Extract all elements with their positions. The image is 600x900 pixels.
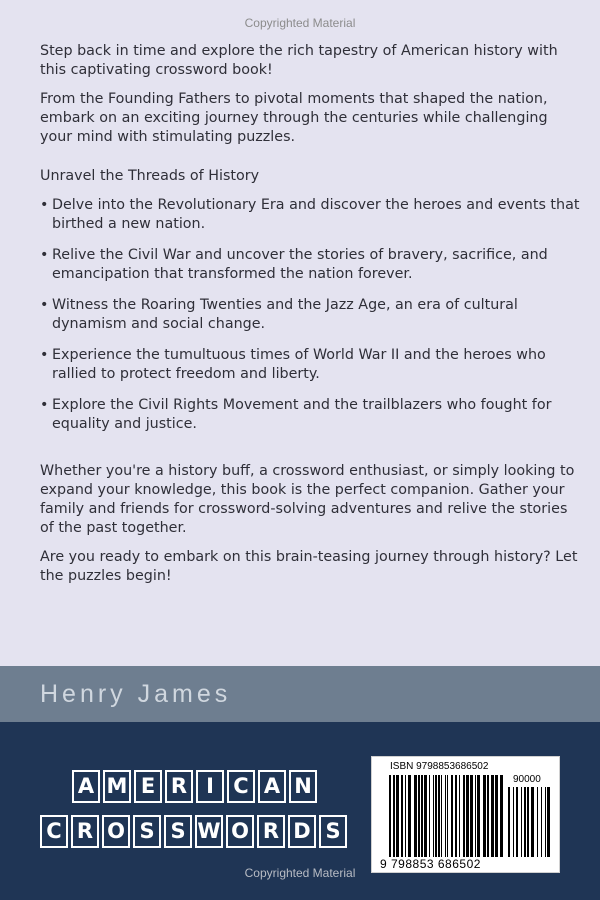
isbn-label: ISBN 9798853686502	[390, 761, 489, 772]
addon-number: 90000	[513, 774, 541, 785]
isbn-barcode	[371, 756, 560, 873]
title-letter-tile: A	[72, 770, 100, 803]
author-name: Henry James	[40, 680, 232, 708]
title-letter-tile: E	[134, 770, 162, 803]
barcode-bar	[508, 787, 510, 857]
bullet-item: • Relive the Civil War and uncover the stories of bravery, sacrifice, and emancipation that transformed the nation forever.	[40, 246, 580, 284]
barcode-bar	[524, 787, 526, 857]
barcode-bar	[491, 775, 494, 857]
addon-barcode-bars	[508, 787, 552, 869]
barcode-bar	[441, 775, 442, 857]
barcode-bar	[483, 775, 486, 857]
title-letter-tile: W	[195, 815, 223, 848]
bullet-item: • Delve into the Revolutionary Era and discover the heroes and events that birthed a new nation.	[40, 196, 580, 234]
bullet-item: • Experience the tumultuous times of World War II and the heroes who rallied to protect freedom and liberty.	[40, 346, 580, 384]
barcode-bar	[470, 775, 473, 857]
founding-paragraph: From the Founding Fathers to pivotal moments that shaped the nation, embark on an exciting journey through the centuries while challenging your mind with stimulating puzzles.	[40, 91, 548, 145]
barcode-bar	[396, 775, 399, 857]
isbn-digits: 9 798853 686502	[380, 857, 481, 871]
watermark-bottom: Copyrighted Material	[244, 866, 356, 880]
title-letter-tile: R	[257, 815, 285, 848]
barcode-bar	[405, 775, 406, 857]
barcode-bar	[463, 775, 465, 857]
barcode-bar	[516, 787, 518, 857]
barcode-bar	[455, 775, 457, 857]
intro-paragraph: Step back in time and explore the rich tapestry of American history with this captivating crossword book!	[40, 43, 558, 78]
barcode-bar	[421, 775, 423, 857]
bullet-list	[40, 196, 580, 434]
barcode-bar	[435, 775, 437, 857]
barcode-bar	[500, 775, 503, 857]
barcode-bar	[475, 775, 476, 857]
title-letter-tile: O	[102, 815, 130, 848]
title-letter-tile: S	[133, 815, 161, 848]
barcode-bars	[389, 775, 504, 857]
barcode-bar	[429, 775, 430, 857]
barcode-bar	[537, 787, 538, 857]
title-letter-tile: R	[71, 815, 99, 848]
bullet-item: • Witness the Roaring Twenties and the Jazz Age, an era of cultural dynamism and social change.	[40, 296, 580, 334]
title-letter-tile: I	[196, 770, 224, 803]
watermark-top: Copyrighted Material	[244, 16, 356, 30]
closing-paragraph: Are you ready to embark on this brain-teasing journey through history? Let the puzzles begin!	[40, 549, 578, 584]
barcode-bar	[438, 775, 440, 857]
barcode-bar	[451, 775, 453, 857]
bullet-item: • Explore the Civil Rights Movement and the trailblazers who fought for equality and justice.	[40, 396, 580, 434]
barcode-bar	[547, 787, 550, 857]
title-line-2	[40, 815, 347, 848]
barcode-bar	[414, 775, 417, 857]
title-letter-tile: S	[164, 815, 192, 848]
barcode-bar	[401, 775, 403, 857]
barcode-bar	[445, 775, 446, 857]
barcode-bar	[477, 775, 480, 857]
barcode-bar	[466, 775, 469, 857]
title-letter-tile: S	[319, 815, 347, 848]
title-letter-tile: M	[103, 770, 131, 803]
title-letter-tile: C	[227, 770, 255, 803]
barcode-bar	[495, 775, 498, 857]
section-heading: Unravel the Threads of History	[40, 168, 260, 184]
barcode-bar	[527, 787, 529, 857]
title-letter-tile: C	[40, 815, 68, 848]
whether-paragraph: Whether you're a history buff, a crossword enthusiast, or simply looking to expand your knowledge, this book is the perfect companion. Gather your family and friends for crossword-solving adventures and relive the stories of the past together.	[40, 463, 575, 536]
title-letter-tile: D	[288, 815, 316, 848]
title-letter-tile: N	[289, 770, 317, 803]
barcode-bar	[447, 775, 448, 857]
barcode-bar	[433, 775, 434, 857]
barcode-bar	[424, 775, 427, 857]
barcode-bar	[418, 775, 420, 857]
barcode-bar	[545, 787, 546, 857]
title-letter-tile: R	[165, 770, 193, 803]
barcode-bar	[393, 775, 395, 857]
title-line-1	[72, 770, 317, 803]
barcode-bar	[521, 787, 522, 857]
barcode-bar	[513, 787, 514, 857]
title-letter-tile: O	[226, 815, 254, 848]
barcode-bar	[389, 775, 391, 857]
barcode-bar	[487, 775, 489, 857]
title-letter-tile: A	[258, 770, 286, 803]
barcode-bar	[541, 787, 542, 857]
blurb	[40, 42, 580, 586]
author-band	[0, 666, 600, 722]
barcode-bar	[459, 775, 460, 857]
barcode-bar	[408, 775, 411, 857]
barcode-bar	[531, 787, 534, 857]
